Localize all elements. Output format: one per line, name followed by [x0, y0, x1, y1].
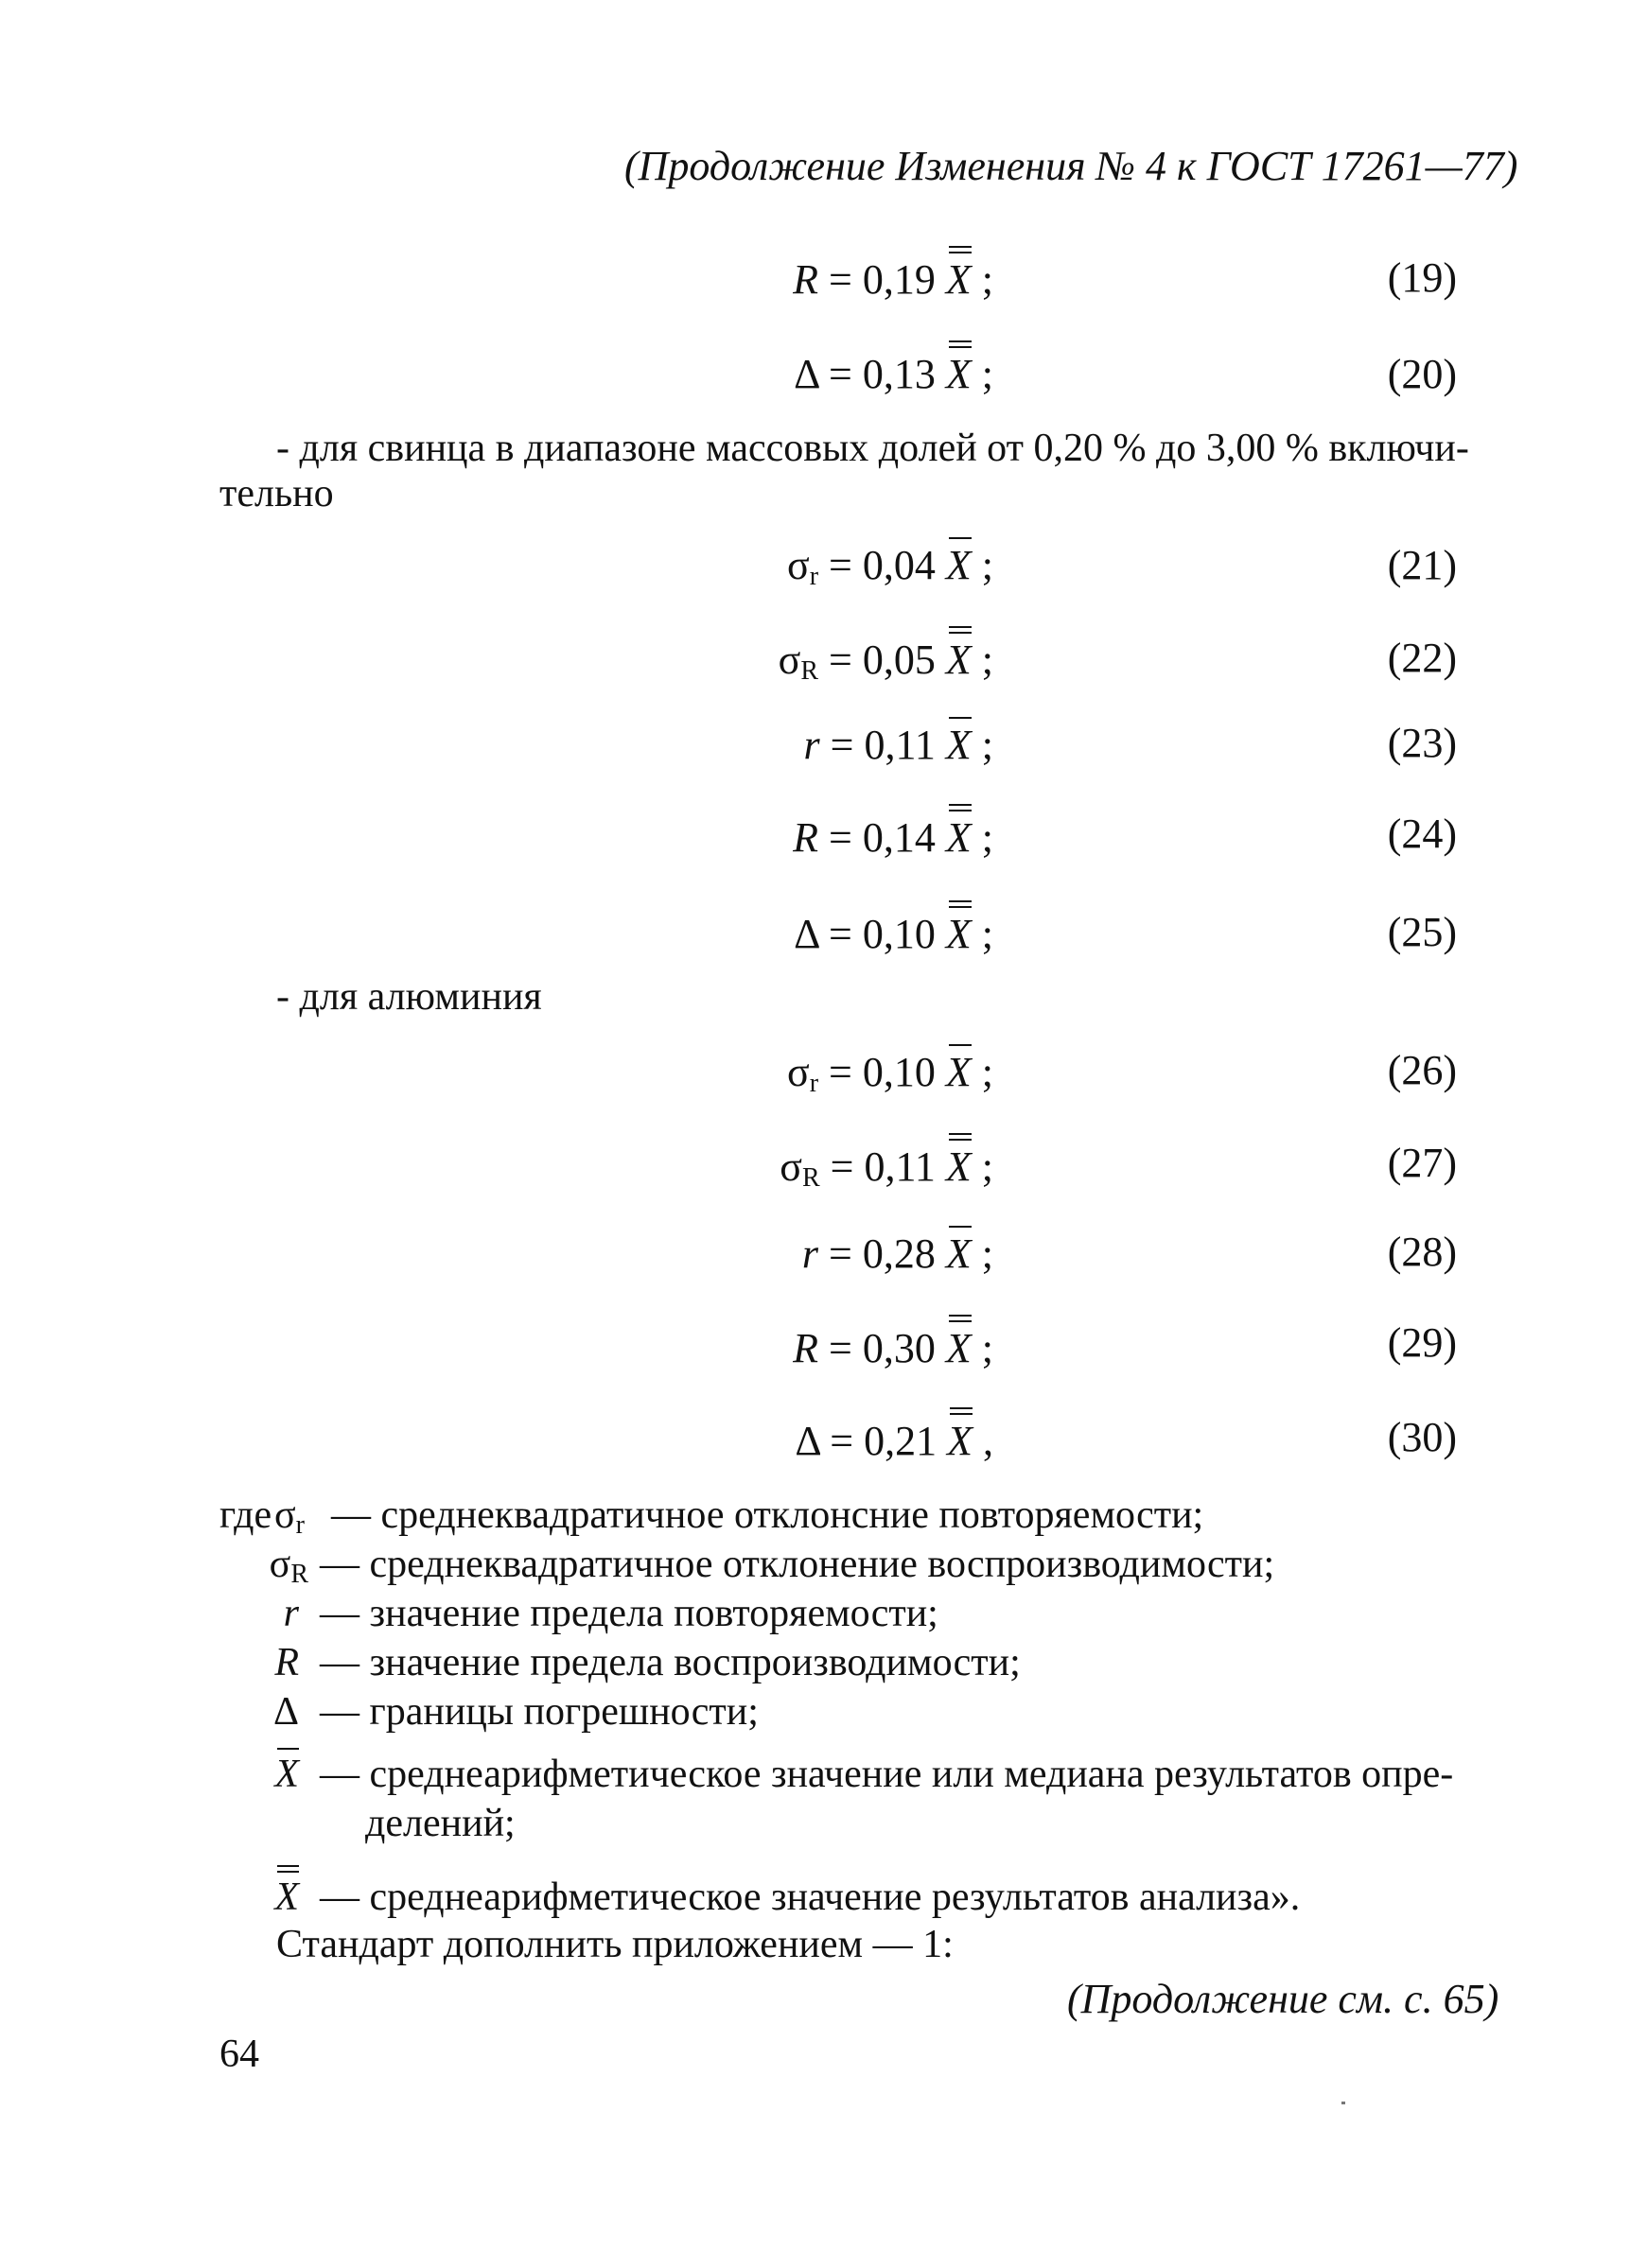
equation-number: (24)	[1387, 811, 1457, 857]
page-footer-continuation: (Продолжение см. с. 65)	[1067, 1976, 1499, 2022]
x-double-bar-symbol: X	[946, 636, 972, 684]
formula-30: Δ = 0,21 X ,	[605, 1417, 993, 1465]
equation-number: (25)	[1387, 909, 1457, 955]
x-bar-symbol: X	[946, 1048, 972, 1096]
formula-27: $\sigma_R = 0,11$ X ;	[605, 1143, 993, 1194]
x-double-bar-symbol: X	[946, 350, 972, 398]
definition-desc: — границы погрешности;	[320, 1690, 759, 1734]
x-double-bar-symbol: X	[946, 255, 972, 304]
x-double-bar-symbol: X	[274, 1875, 299, 1920]
scan-speck	[1341, 2102, 1345, 2104]
formula-23: r = 0,11 X ;	[605, 721, 993, 769]
definition-desc: — среднеарифметическое значение или медиана результатов опре-	[320, 1753, 1454, 1796]
equation-number: (27)	[1387, 1140, 1457, 1186]
formula-lhs: R	[793, 256, 819, 303]
x-double-bar-symbol: X	[947, 1417, 973, 1465]
lead-range-text: - для свинца в диапазоне массовых долей от 0,20 % до 3,00 % включи-	[276, 427, 1469, 470]
where-word: где	[219, 1493, 272, 1537]
equation-number: (28)	[1387, 1229, 1457, 1275]
supplement-text: Стандарт дополнить приложением — 1:	[276, 1923, 954, 1966]
page-header: (Продолжение Изменения № 4 к ГОСТ 17261—77)	[624, 143, 1518, 189]
definition-symbol: $\sigma_r$	[274, 1493, 305, 1540]
equation-number: (21)	[1387, 542, 1457, 588]
formula-24: R = 0,14 X ;	[605, 813, 993, 862]
definition-symbol: $\sigma_R$	[269, 1543, 308, 1589]
formula-26: $\sigma_r = 0,10$ X ;	[605, 1048, 993, 1099]
equation-number: (22)	[1387, 635, 1457, 681]
definition-desc: — значение предела повторяемости;	[320, 1592, 938, 1635]
formula-29: R = 0,30 X ;	[605, 1324, 993, 1372]
definition-desc: — среднеквадратичное отклонение воспроизводимости;	[320, 1543, 1275, 1586]
equation-number: (19)	[1387, 254, 1457, 301]
formula-coef: 0,13	[862, 351, 936, 397]
definition-desc-cont: делений;	[365, 1802, 516, 1845]
x-double-bar-symbol: X	[946, 910, 972, 958]
page-number: 64	[219, 2032, 259, 2076]
formula-28: r = 0,28 X ;	[605, 1230, 993, 1278]
lead-range-text-cont: тельно	[219, 472, 334, 515]
formula-22: $\sigma_R = 0,05$ X ;	[605, 636, 993, 687]
definition-desc: — значение предела воспроизводимости;	[320, 1641, 1021, 1684]
formula-21: $\sigma_r = 0,04$ X ;	[605, 541, 993, 592]
equation-number: (30)	[1387, 1414, 1457, 1460]
x-bar-symbol: X	[946, 541, 972, 589]
equation-number: (23)	[1387, 720, 1457, 766]
definition-symbol: R	[274, 1641, 299, 1684]
x-bar-symbol: X	[274, 1752, 299, 1797]
x-double-bar-symbol: X	[946, 1143, 972, 1191]
x-bar-symbol: X	[946, 721, 972, 769]
formula-coef: 0,19	[862, 256, 936, 303]
definition-symbol	[233, 1752, 299, 1797]
x-double-bar-symbol: X	[946, 1324, 972, 1372]
equation-number: (20)	[1387, 351, 1457, 397]
equation-number: (29)	[1387, 1319, 1457, 1366]
aluminum-text: - для алюминия	[276, 975, 542, 1019]
x-bar-symbol: X	[946, 1230, 972, 1278]
definition-symbol: r	[283, 1592, 299, 1635]
equation-number: (26)	[1387, 1047, 1457, 1093]
formula-25: Δ = 0,10 X ;	[605, 910, 993, 958]
formula-19: R = 0,19 X ;	[605, 255, 993, 304]
definition-desc: — среднеарифметическое значение результатов анализа».	[320, 1875, 1301, 1919]
definition-symbol	[233, 1875, 299, 1920]
formula-20: Δ = 0,13 X ;	[605, 350, 993, 398]
definition-symbol: Δ	[272, 1690, 299, 1734]
definition-desc: — среднеквадратичное отклонсние повторяемости;	[331, 1493, 1204, 1537]
x-double-bar-symbol: X	[946, 813, 972, 862]
